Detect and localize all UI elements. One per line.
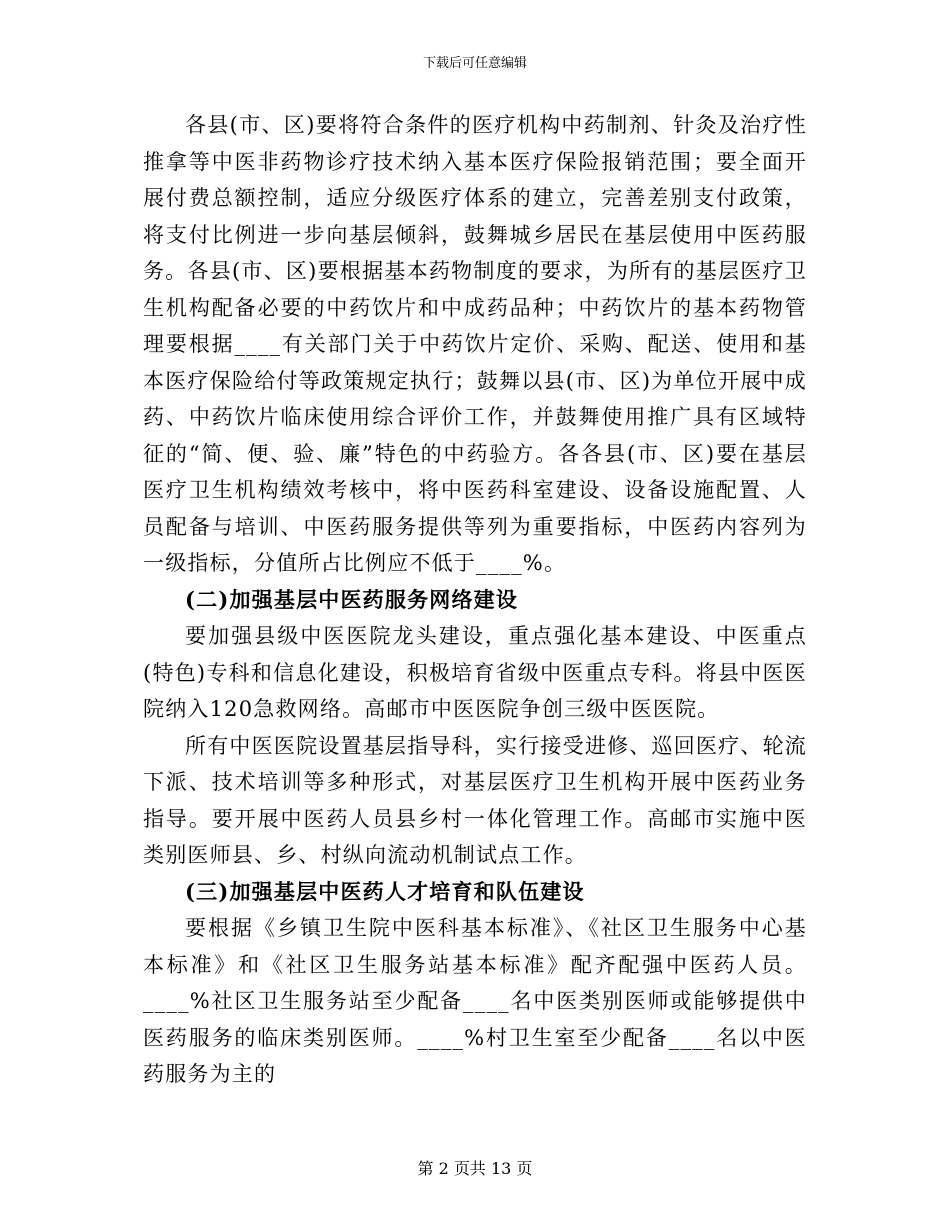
paragraph-county-hospital: 要加强县级中医医院龙头建设，重点强化基本建设、中医重点(特色)专科和信息化建设，积极培育省级中医重点专科。将县中医医院纳入120急救网络。高邮市中医医院争创三级中医医院。 <box>143 624 807 721</box>
section-heading-network: (二)加强基层中医药服务网络建设 <box>185 586 519 612</box>
document-body <box>143 107 807 1093</box>
paragraph-insurance-and-drugs: 各县(市、区)要将符合条件的医疗机构中药制剂、针灸及治疗性推拿等中医非药物诊疗技术纳入基本医疗保险报销范围；要全面开展付费总额控制，适应分级医疗体系的建立，完善差别支付政策，将支付比例进一步向基层倾斜，鼓舞城乡居民在基层使用中医药服务。各县(市、区)要根据基本药物制度的要求，为所有的基层医疗卫生机构配备必要的中药饮片和中成药品种；中药饮片的基本药物管理要根据____有关部门关于中药饮片定价、采购、配送、使用和基本医疗保险给付等政策规定执行；鼓舞以县(市、区)为单位开展中成药、中药饮片临床使用综合评价工作，并鼓舞使用推广具有区域特征的“简、便、验、廉”特色的中药验方。各各县(市、区)要在基层医疗卫生机构绩效考核中，将中医药科室建设、设备设施配置、人员配备与培训、中医药服务提供等列为重要指标，中医药内容列为一级指标，分值所占比例应不低于____%。 <box>143 113 807 575</box>
page-header-note: 下载后可任意编辑 <box>422 56 527 71</box>
paragraph-staffing-standards: 要根据《乡镇卫生院中医科基本标准》、《社区卫生服务中心基本标准》和《社区卫生服务站基本标准》配齐配强中医药人员。____%社区卫生服务站至少配备____名中医类别医师或能够提供中医药服务的临床类别医师。____%村卫生室至少配备____名以中医药服务为主的 <box>143 916 807 1086</box>
section-heading-talent: (三)加强基层中医药人才培育和队伍建设 <box>185 878 585 904</box>
page-number: 第 2 页共 13 页 <box>417 1159 533 1178</box>
paragraph-guidance-department: 所有中医医院设置基层指导科，实行接受进修、巡回医疗、轮流下派、技术培训等多种形式，对基层医疗卫生机构开展中医药业务指导。要开展中医药人员县乡村一体化管理工作。高邮市实施中医类别医师县、乡、村纵向流动机制试点工作。 <box>143 733 807 867</box>
